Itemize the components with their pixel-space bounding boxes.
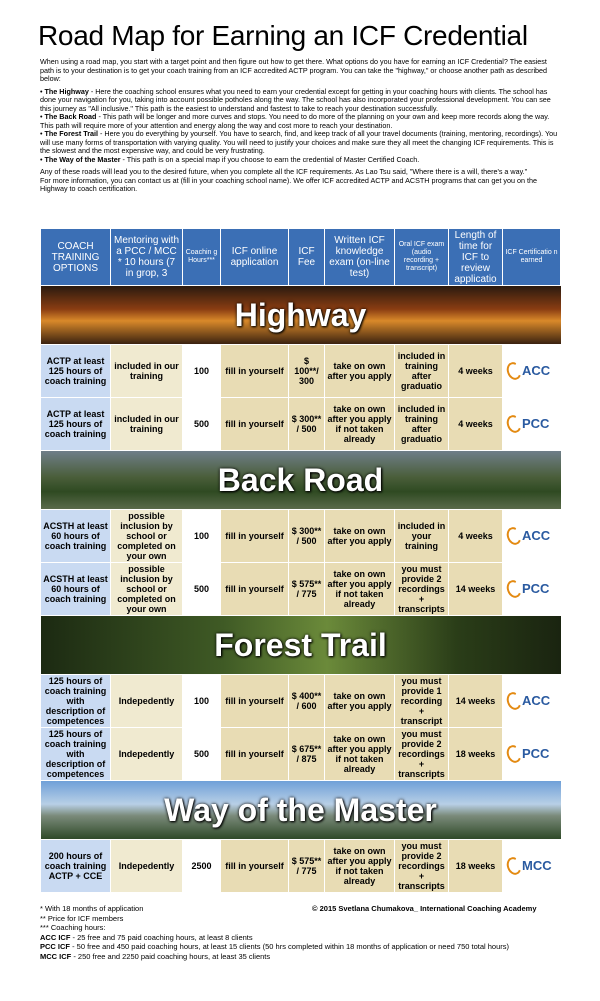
header-row (41, 229, 561, 286)
credential-logo (505, 728, 558, 780)
credential-cell (503, 675, 561, 728)
mcc-note: MCC ICF - 250 free and 2250 paid coaching hours, at least 35 clients (40, 951, 271, 961)
credential-cell (503, 398, 561, 451)
credential-logo (505, 563, 558, 615)
oral-exam-cell: included in training after graduatio (395, 398, 449, 451)
intro-text (40, 58, 560, 194)
highway-banner: Highway (41, 286, 561, 344)
table-row (41, 675, 561, 728)
exam-cell: take on own after you apply (325, 510, 395, 563)
col-header: ICF Certificatio n earned (503, 229, 561, 286)
forest-trail-banner: Forest Trail (41, 616, 561, 674)
page-title: Road Map for Earning an ICF Credential (38, 20, 528, 51)
fee-cell: $ 575** / 775 (289, 563, 325, 616)
fee-cell: $ 300** / 500 (289, 510, 325, 563)
credential-logo (505, 510, 558, 562)
application-cell: fill in yourself (221, 840, 289, 893)
option-cell: ACSTH at least 60 hours of coach training (41, 563, 111, 616)
table-row (41, 840, 561, 893)
credential-logo (505, 345, 558, 397)
oral-exam-cell: you must provide 2 recordings + transcripts (395, 563, 449, 616)
forest-trail-description: • The Forest Trail - Here you do everything by yourself. You have to search, find, and keep track of all your travel documents (training, mentoring, recordings). You will use many forms of transportation with varying quality. You will need to justify your choices and make sure they all meet the changing ICF requirements. This is the slowest and the most expensive way, and could be very frustrating. (40, 129, 558, 155)
icf-swoosh-icon (504, 690, 523, 712)
credential-cell (503, 345, 561, 398)
option-cell: 200 hours of coach training ACTP + CCE (41, 840, 111, 893)
mentoring-cell: included in our training (111, 398, 183, 451)
review-time-cell: 18 weeks (449, 728, 503, 781)
credential-label: PCC (522, 746, 550, 761)
icf-swoosh-icon (504, 413, 523, 435)
application-cell: fill in yourself (221, 728, 289, 781)
col-header: Coachin g Hours*** (183, 229, 221, 286)
credential-label: ACC (522, 693, 551, 708)
option-cell: ACTP at least 125 hours of coach training (41, 345, 111, 398)
credential-cell (503, 510, 561, 563)
col-header: Length of time for ICF to review applicatio (449, 229, 503, 286)
back-road-banner: Back Road (41, 451, 561, 509)
mentoring-cell: possible inclusion by school or completed on your own (111, 510, 183, 563)
application-cell: fill in yourself (221, 563, 289, 616)
copyright: © 2015 Svetlana Chumakova_ International Coaching Academy (312, 904, 537, 913)
exam-cell: take on own after you apply if not taken already (325, 728, 395, 781)
credential-logo (505, 840, 558, 892)
review-time-cell: 14 weeks (449, 563, 503, 616)
exam-cell: take on own after you apply if not taken already (325, 398, 395, 451)
mentoring-cell: possible inclusion by school or completed on your own (111, 563, 183, 616)
review-time-cell: 14 weeks (449, 675, 503, 728)
fee-cell: $ 575** / 775 (289, 840, 325, 893)
fee-cell: $ 100**/ 300 (289, 345, 325, 398)
exam-cell: take on own after you apply (325, 345, 395, 398)
table-row (41, 345, 561, 398)
review-time-cell: 4 weeks (449, 510, 503, 563)
credential-label: PCC (522, 416, 550, 431)
option-cell: ACSTH at least 60 hours of coach training (41, 510, 111, 563)
hours-cell: 500 (183, 563, 221, 616)
review-time-cell: 4 weeks (449, 398, 503, 451)
icf-swoosh-icon (504, 525, 523, 547)
credential-logo (505, 398, 558, 450)
application-cell: fill in yourself (221, 345, 289, 398)
option-cell: ACTP at least 125 hours of coach training (41, 398, 111, 451)
option-cell: 125 hours of coach training with description of competences (41, 675, 111, 728)
col-header: ICF online application (221, 229, 289, 286)
hours-cell: 500 (183, 728, 221, 781)
hours-cell: 100 (183, 675, 221, 728)
credential-cell (503, 840, 561, 893)
oral-exam-cell: included in training after graduatio (395, 345, 449, 398)
credential-label: PCC (522, 581, 550, 596)
contact-paragraph: For more information, you can contact us at (fill in your coaching school name). We offer ICF accredited ACTP and ACSTH programs that can get you on the Highway to coach certification. (40, 175, 537, 193)
fee-cell: $ 675** / 875 (289, 728, 325, 781)
footnote: * With 18 months of application (40, 904, 144, 913)
mentoring-cell: Indepedently (111, 840, 183, 893)
oral-exam-cell: you must provide 2 recordings + transcripts (395, 728, 449, 781)
col-header: ICF Fee (289, 229, 325, 286)
master-banner: Way of the Master (41, 781, 561, 839)
oral-exam-cell: you must provide 1 recording + transcript (395, 675, 449, 728)
mentoring-cell: Indepedently (111, 675, 183, 728)
mentoring-cell: included in our training (111, 345, 183, 398)
exam-cell: take on own after you apply if not taken already (325, 563, 395, 616)
pcc-note: PCC ICF - 50 free and 450 paid coaching hours, at least 15 clients (50 hrs completed within 18 months of application or need 750 total hours) (40, 942, 510, 951)
application-cell: fill in yourself (221, 510, 289, 563)
table-row (41, 398, 561, 451)
intro-paragraph: When using a road map, you start with a target point and then figure out how to get there. What options do you have for earning an ICF Credential? The easiest path is to your destination is to get your coach training from an ICF accredited ACTP program. You can take the "highway," or choose another path as described below: (40, 57, 548, 83)
icf-swoosh-icon (504, 360, 523, 382)
master-description: • The Way of the Master - This path is on a special map if you choose to earn the credential of Master Certified Coach. (40, 154, 420, 164)
quote-paragraph: Any of these roads will lead you to the desired future, when you complete all the ICF requirements. As Lao Tsu said, "Where there is a will, there's a way." (40, 167, 528, 176)
credential-cell (503, 728, 561, 781)
fee-cell: $ 300** / 500 (289, 398, 325, 451)
exam-cell: take on own after you apply if not taken already (325, 840, 395, 893)
option-cell: 125 hours of coach training with description of competences (41, 728, 111, 781)
fee-cell: $ 400** / 600 (289, 675, 325, 728)
credential-label: MCC (522, 858, 552, 873)
mentoring-cell: Indepedently (111, 728, 183, 781)
oral-exam-cell: included in your training (395, 510, 449, 563)
hours-cell: 100 (183, 510, 221, 563)
table-row (41, 563, 561, 616)
oral-exam-cell: you must provide 2 recordings + transcripts (395, 840, 449, 893)
application-cell: fill in yourself (221, 675, 289, 728)
col-header: Oral ICF exam (audio recording + transcript) (395, 229, 449, 286)
credential-label: ACC (522, 528, 551, 543)
col-header: Mentoring with a PCC / MCC * 10 hours (7 in grop, 3 (111, 229, 183, 286)
icf-swoosh-icon (504, 578, 523, 600)
icf-swoosh-icon (504, 743, 523, 765)
exam-cell: take on own after you apply (325, 675, 395, 728)
back-road-description: • The Back Road - This path will be longer and more curves and stops. You need to do more of the planning on your own and keep more records along the way. This path will require more of your attention and energy along the way and cost more to reach your destination. (40, 112, 550, 130)
review-time-cell: 4 weeks (449, 345, 503, 398)
hours-cell: 500 (183, 398, 221, 451)
footnote: ** Price for ICF members (40, 913, 124, 923)
credential-logo (505, 675, 558, 727)
roadmap-table (40, 228, 561, 893)
hours-cell: 100 (183, 345, 221, 398)
table-row (41, 510, 561, 563)
table-row (41, 728, 561, 781)
credential-label: ACC (522, 363, 551, 378)
application-cell: fill in yourself (221, 398, 289, 451)
acc-note: ACC ICF - 25 free and 75 paid coaching hours, at least 8 clients (40, 932, 253, 942)
hours-cell: 2500 (183, 840, 221, 893)
review-time-cell: 18 weeks (449, 840, 503, 893)
icf-swoosh-icon (504, 855, 523, 877)
col-header: Written ICF knowledge exam (on-line test) (325, 229, 395, 286)
credential-cell (503, 563, 561, 616)
footnote: *** Coaching hours: (40, 923, 106, 932)
col-header: COACH TRAINING OPTIONS (41, 229, 111, 286)
highway-description: • The Highway - Here the coaching school ensures what you need to earn your credential except for getting in your coaching hours with clients. The school has done your navigation for you, taking into account possible potholes along the way. The school has also incorporated your professional development. You can see this journey as "All inclusive." This path is the easiest to understand and fastest to take to reach your destination successfully. (40, 86, 551, 113)
